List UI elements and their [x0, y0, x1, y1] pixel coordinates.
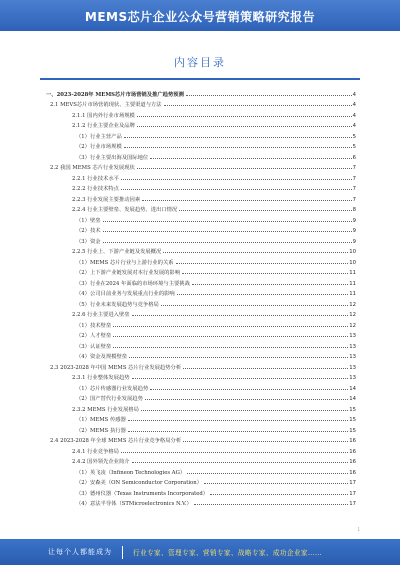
- toc-entry[interactable]: [46, 381, 356, 392]
- toc-entry-page: 4: [352, 102, 356, 108]
- toc-entry-label: （2）MEMS 执行器: [76, 427, 126, 434]
- toc-leader-dots: [164, 105, 352, 106]
- toc-entry-page: 15: [349, 406, 356, 413]
- toc-entry-label: 2.4.2 国外领先企业简介: [72, 459, 130, 465]
- toc-entry[interactable]: [46, 486, 356, 497]
- toc-leader-dots: [183, 441, 348, 442]
- toc-entry-page: 12: [349, 312, 356, 318]
- table-of-contents: [46, 87, 356, 507]
- toc-leader-dots: [124, 137, 352, 138]
- toc-entry[interactable]: [46, 444, 356, 455]
- toc-entry-label: 2.2 我国 MEMS 芯片行业发展现状: [50, 165, 135, 171]
- toc-leader-dots: [137, 168, 352, 169]
- toc-entry-page: 13: [349, 343, 356, 350]
- toc-entry-label: 2.1 MEVS芯片市场营销现状、主要渠道与方法: [50, 102, 162, 108]
- toc-entry-page: 13: [349, 375, 356, 381]
- toc-entry-label: 2.2.4 行业主要壁垒、发展趋势、进出口情况: [72, 207, 178, 213]
- toc-entry-page: 12: [349, 301, 356, 308]
- toc-leader-dots: [145, 399, 348, 400]
- toc-leader-dots: [183, 368, 348, 369]
- toc-entry-page: 16: [349, 469, 356, 476]
- toc-entry-label: （2）技术: [76, 228, 101, 234]
- toc-leader-dots: [132, 378, 349, 379]
- toc-leader-dots: [129, 357, 348, 358]
- toc-entry-page: 16: [349, 459, 356, 465]
- toc-entry-label: （3）行业主要出海及国际地位: [76, 154, 149, 161]
- toc-entry-label: （3）行业在2024 年面临的市场环境与主要挑战: [76, 280, 190, 287]
- toc-leader-dots: [113, 336, 348, 337]
- toc-entry[interactable]: [46, 213, 356, 224]
- toc-entry[interactable]: [46, 87, 356, 98]
- toc-entry[interactable]: [46, 434, 356, 445]
- toc-entry-page: 5: [352, 144, 356, 150]
- footer-banner: [0, 539, 400, 565]
- toc-entry-page: 13: [349, 333, 356, 339]
- toc-entry[interactable]: [46, 413, 356, 424]
- toc-entry-label: （5）行业未来发展趋势与竞争格局: [76, 301, 159, 308]
- toc-entry[interactable]: [46, 318, 356, 329]
- toc-entry-page: 17: [349, 501, 356, 507]
- toc-leader-dots: [176, 263, 349, 264]
- toc-leader-dots: [103, 231, 352, 232]
- footer-divider: [122, 546, 123, 559]
- toc-leader-dots: [141, 410, 348, 411]
- toc-entry-page: 7: [352, 165, 356, 171]
- toc-entry-label: （3）德州仪器（Texas Instruments Incorporated）: [76, 490, 209, 497]
- toc-entry[interactable]: [46, 339, 356, 350]
- toc-leader-dots: [210, 494, 348, 495]
- toc-entry-label: （2）行业市场规模: [76, 144, 122, 150]
- toc-entry-page: 4: [352, 123, 356, 129]
- toc-entry-page: 7: [352, 175, 356, 182]
- toc-entry[interactable]: [46, 329, 356, 340]
- toc-entry-page: 11: [349, 280, 356, 287]
- toc-entry[interactable]: [46, 182, 356, 193]
- toc-entry[interactable]: [46, 297, 356, 308]
- toc-entry[interactable]: [46, 266, 356, 277]
- toc-entry[interactable]: [46, 276, 356, 287]
- toc-entry-page: 8: [352, 207, 356, 213]
- toc-entry-label: （1）MEMS 传感器: [76, 417, 126, 423]
- toc-leader-dots: [137, 116, 352, 117]
- toc-entry-label: 2.1.1 国内外行业市场规模: [72, 112, 135, 119]
- toc-entry-label: 2.3.1 行业整体发展趋势: [72, 375, 130, 381]
- toc-entry-page: 10: [349, 259, 356, 266]
- toc-entry-page: 14: [349, 385, 356, 392]
- toc-leader-dots: [103, 221, 352, 222]
- report-title: MEMS芯片企业公众号营销策略研究报告: [84, 10, 316, 24]
- toc-leader-dots: [113, 326, 348, 327]
- toc-leader-dots: [204, 483, 348, 484]
- toc-entry-page: 10: [349, 249, 356, 255]
- toc-entry[interactable]: [46, 350, 356, 361]
- toc-entry-page: 16: [349, 448, 356, 455]
- toc-entry[interactable]: [46, 308, 356, 319]
- toc-entry-page: 12: [349, 322, 356, 329]
- toc-entry-label: （2）上下游产业链发展对本行业发展的影响: [76, 270, 181, 276]
- toc-entry[interactable]: [46, 129, 356, 140]
- toc-entry-label: （2）国产替代行业发展趋势: [76, 396, 143, 402]
- toc-entry-page: 6: [352, 154, 356, 161]
- toc-leader-dots: [177, 294, 349, 295]
- toc-leader-dots: [103, 242, 352, 243]
- toc-entry[interactable]: [46, 423, 356, 434]
- toc-leader-dots: [121, 452, 348, 453]
- toc-leader-dots: [113, 347, 348, 348]
- toc-entry-label: 2.2.1 行业技术水平: [72, 175, 119, 182]
- toc-entry-label: （2）人才壁垒: [76, 333, 112, 339]
- toc-leader-dots: [121, 179, 352, 180]
- toc-leader-dots: [179, 210, 351, 211]
- toc-entry-label: （3）认证壁垒: [76, 343, 112, 350]
- toc-leader-dots: [187, 473, 348, 474]
- toc-leader-dots: [163, 252, 348, 253]
- toc-entry[interactable]: [46, 455, 356, 466]
- toc-entry-page: 9: [352, 228, 356, 234]
- toc-entry-page: 11: [349, 291, 356, 297]
- report-header: [0, 0, 400, 31]
- toc-leader-dots: [150, 389, 348, 390]
- toc-entry-page: 11: [349, 270, 356, 276]
- toc-entry[interactable]: [46, 255, 356, 266]
- toc-leader-dots: [137, 126, 352, 127]
- toc-entry-label: 2.2.2 行业技术特点: [72, 186, 119, 192]
- toc-entry-label: （1）MEMS 芯片行业与上游行业的关系: [76, 259, 174, 266]
- toc-leader-dots: [194, 504, 348, 505]
- toc-entry[interactable]: [46, 108, 356, 119]
- toc-leader-dots: [128, 431, 348, 432]
- toc-leader-dots: [182, 273, 348, 274]
- toc-leader-dots: [132, 462, 349, 463]
- toc-divider: [40, 78, 360, 80]
- toc-entry-label: 2.3 2023-2028 年中国 MEMS 芯片行业发展趋势分析: [50, 364, 182, 371]
- toc-entry-page: 17: [349, 490, 356, 497]
- toc-entry[interactable]: [46, 465, 356, 476]
- footer-slogan: 让每个人都能成为: [48, 548, 112, 556]
- toc-heading: 内容目录: [174, 56, 226, 69]
- toc-entry[interactable]: [46, 119, 356, 130]
- toc-entry[interactable]: [46, 150, 356, 161]
- toc-entry-label: （1）芯片传感器行业发展趋势: [76, 385, 149, 392]
- toc-entry-label: （2）安森美（ON Semiconductor Corporation）: [76, 480, 202, 486]
- toc-leader-dots: [161, 305, 348, 306]
- toc-entry-page: 15: [349, 427, 356, 434]
- toc-entry-label: （3）资金: [76, 238, 101, 245]
- toc-entry-page: 13: [349, 364, 356, 371]
- toc-entry[interactable]: [46, 371, 356, 382]
- toc-entry-label: （4）公司目前业务与发展重点行业的影响: [76, 291, 175, 297]
- toc-entry[interactable]: [46, 245, 356, 256]
- toc-entry[interactable]: [46, 161, 356, 172]
- toc-leader-dots: [186, 95, 352, 96]
- toc-entry-page: 7: [352, 186, 356, 192]
- toc-entry-label: 2.2.3 行业发展主要推动因素: [72, 196, 141, 203]
- toc-entry-label: 2.2.5 行业上、下游产业链及发展概况: [72, 249, 162, 255]
- toc-entry-label: （1）英飞凌（Infineon Technologies AG）: [76, 469, 186, 476]
- toc-entry[interactable]: [46, 140, 356, 151]
- toc-entry-label: 2.2.6 行业主要进入壁垒: [72, 312, 130, 318]
- toc-entry-label: （1）行业主营产品: [76, 133, 122, 140]
- toc-leader-dots: [124, 147, 352, 148]
- toc-entry-label: 2.4.1 行业竞争格局: [72, 448, 119, 455]
- toc-entry-page: 4: [352, 112, 356, 119]
- toc-entry[interactable]: [46, 287, 356, 298]
- footer-roles: 行业专家、管理专家、营销专家、战略专家、成功企业家……: [133, 549, 322, 557]
- toc-entry[interactable]: [46, 224, 356, 235]
- toc-leader-dots: [121, 189, 352, 190]
- toc-entry[interactable]: [46, 98, 356, 109]
- toc-entry[interactable]: [46, 392, 356, 403]
- toc-entry[interactable]: [46, 476, 356, 487]
- toc-entry-page: 15: [349, 417, 356, 423]
- toc-entry-page: 4: [352, 91, 356, 98]
- toc-entry-label: （1）技术壁垒: [76, 322, 112, 329]
- toc-entry-label: 一、2023-2028年 MEMS芯片市场营销及推广趋势预测: [46, 91, 184, 98]
- toc-entry[interactable]: [46, 171, 356, 182]
- toc-entry-label: （1）壁垒: [76, 217, 101, 224]
- toc-entry-label: （4）意法半导体（STMicroelectronics N.V.）: [76, 501, 192, 507]
- toc-entry-page: 17: [349, 480, 356, 486]
- toc-leader-dots: [192, 284, 348, 285]
- toc-entry-page: 5: [352, 133, 356, 140]
- toc-entry[interactable]: [46, 234, 356, 245]
- toc-entry-page: 16: [349, 438, 356, 444]
- toc-leader-dots: [132, 315, 349, 316]
- toc-leader-dots: [128, 420, 348, 421]
- toc-entry-page: 13: [349, 354, 356, 360]
- toc-entry-label: 2.3.2 MEMS 行业发展格局: [72, 406, 139, 413]
- toc-entry-label: 2.4 2023-2028 年全球 MEMS 芯片行业竞争格局分析: [50, 438, 182, 444]
- toc-entry-label: 2.1.2 行业主要企业及品牌: [72, 123, 135, 129]
- toc-entry-page: 9: [352, 217, 356, 224]
- toc-entry[interactable]: [46, 192, 356, 203]
- toc-leader-dots: [150, 158, 351, 159]
- toc-entry-page: 7: [352, 196, 356, 203]
- toc-leader-dots: [142, 200, 351, 201]
- toc-entry-page: 9: [352, 238, 356, 245]
- toc-entry-page: 14: [349, 396, 356, 402]
- toc-entry-label: （4）资金及规模壁垒: [76, 354, 128, 360]
- toc-entry[interactable]: [46, 497, 356, 508]
- toc-entry[interactable]: [46, 402, 356, 413]
- toc-entry[interactable]: [46, 360, 356, 371]
- toc-entry[interactable]: [46, 203, 356, 214]
- page-number: 1: [357, 527, 360, 532]
